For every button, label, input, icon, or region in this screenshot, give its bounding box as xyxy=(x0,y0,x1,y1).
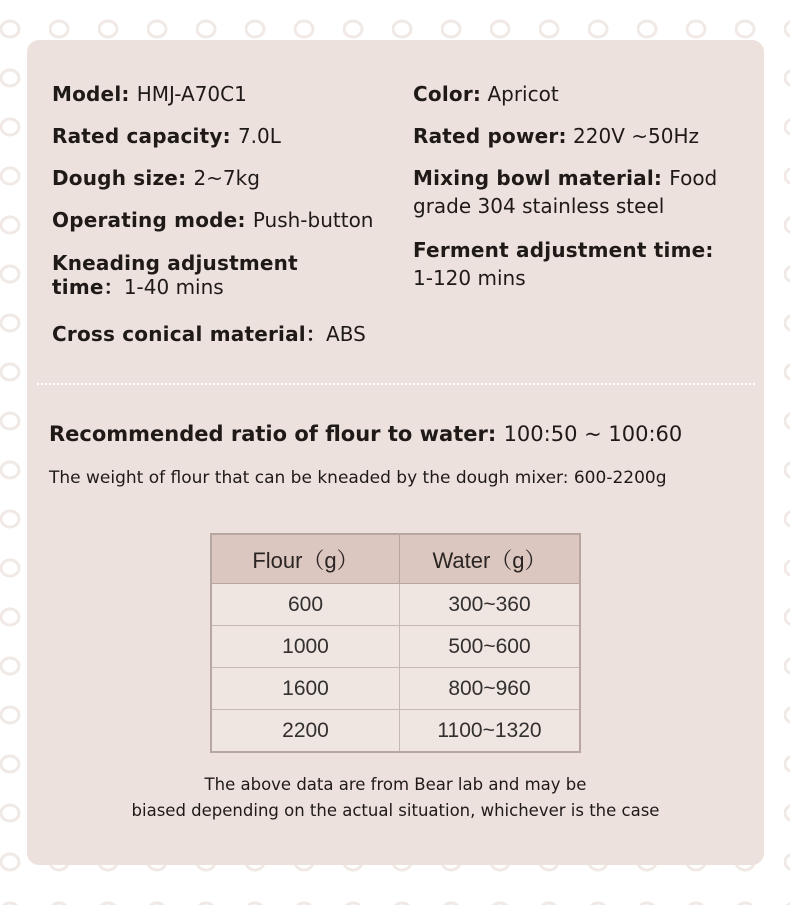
header-flour: Flour（g） xyxy=(211,534,400,584)
table-row xyxy=(211,584,580,626)
spec-model: Model: HMJ-A70C1 xyxy=(52,82,247,106)
table-header-row xyxy=(211,534,580,584)
water-cell: 800~960 xyxy=(400,668,581,710)
water-cell: 300~360 xyxy=(400,584,581,626)
disclaimer-line-1: The above data are from Bear lab and may be xyxy=(204,775,587,794)
disclaimer-note xyxy=(27,772,764,824)
flour-cell: 600 xyxy=(211,584,400,626)
spec-rated-capacity: Rated capacity: 7.0L xyxy=(52,124,281,148)
water-cell: 1100~1320 xyxy=(400,710,581,753)
flour-cell: 1600 xyxy=(211,668,400,710)
recommended-ratio: Recommended ratio of flour to water: 100:50 ~ 100:60 xyxy=(49,422,683,446)
flour-cell: 1000 xyxy=(211,626,400,668)
flour-cell: 2200 xyxy=(211,710,400,753)
spec-dough-size: Dough size: 2~7kg xyxy=(52,166,260,190)
flour-water-table xyxy=(210,533,581,753)
spec-cross-conical-material: Cross conical material：ABS xyxy=(52,322,366,346)
spec-ferment-time: Ferment adjustment time: 1-120 mins xyxy=(413,238,714,290)
spec-kneading-time: Kneading adjustment time：1-40 mins xyxy=(52,251,298,299)
spec-card xyxy=(27,40,764,865)
table-row xyxy=(211,668,580,710)
spec-mixing-bowl-material: Mixing bowl material: Food grade 304 stainless steel xyxy=(413,166,718,218)
disclaimer-line-2: biased depending on the actual situation, whichever is the case xyxy=(131,801,660,820)
water-cell: 500~600 xyxy=(400,626,581,668)
table-row xyxy=(211,710,580,753)
dotted-divider xyxy=(37,383,755,385)
spec-color: Color: Apricot xyxy=(413,82,559,106)
spec-rated-power: Rated power: 220V ~50Hz xyxy=(413,124,699,148)
header-water: Water（g） xyxy=(400,534,581,584)
flour-weight-text: The weight of flour that can be kneaded by the dough mixer: 600-2200g xyxy=(49,468,667,488)
spec-operating-mode: Operating mode: Push-button xyxy=(52,208,374,232)
table-row xyxy=(211,626,580,668)
